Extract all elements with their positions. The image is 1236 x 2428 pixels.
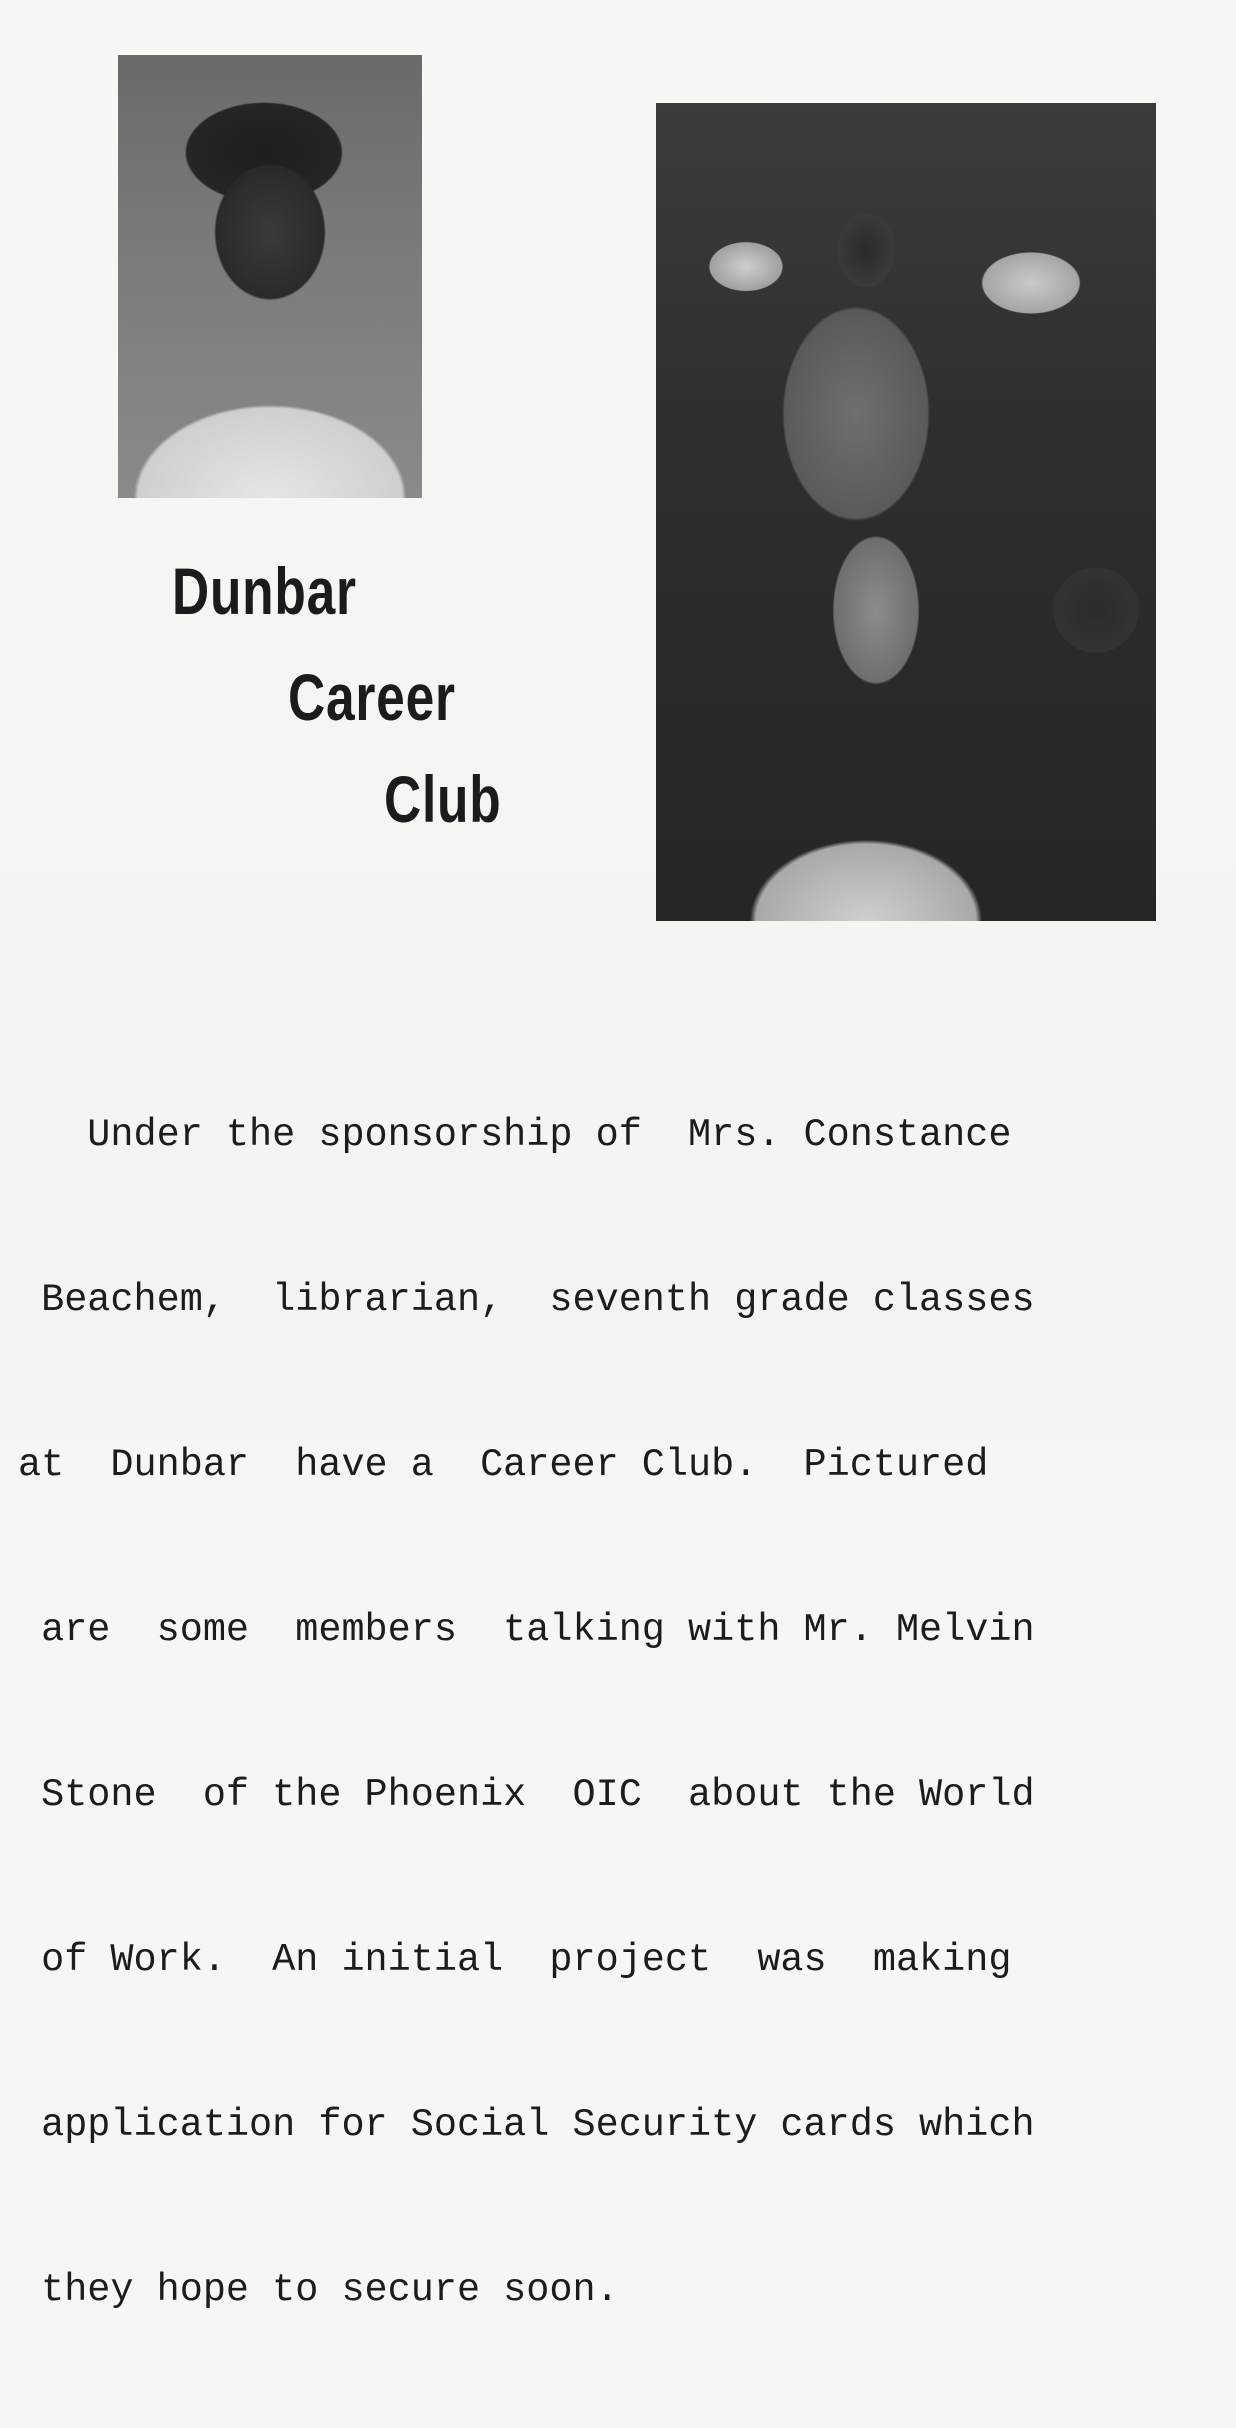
caption-line: application for Social Security cards which: [18, 2103, 1035, 2147]
title-line-club: Club: [384, 762, 502, 836]
caption-line: Stone of the Phoenix OIC about the World: [18, 1773, 1035, 1817]
caption-line: at Dunbar have a Career Club. Pictured: [18, 1443, 989, 1487]
caption-line: Under the sponsorship of Mrs. Constance: [18, 1113, 1012, 1157]
caption-paragraph: [18, 998, 1213, 2428]
portrait-photo: [118, 55, 422, 498]
caption-line: are some members talking with Mr. Melvin: [18, 1608, 1035, 1652]
caption-line: of Work. An initial project was making: [18, 1938, 1012, 1982]
caption-line: Beachem, librarian, seventh grade classes: [18, 1278, 1035, 1322]
title-line-dunbar: Dunbar: [172, 554, 357, 628]
title-line-career: Career: [288, 660, 456, 734]
caption-line: they hope to secure soon.: [18, 2268, 619, 2312]
group-photo: [656, 103, 1156, 921]
